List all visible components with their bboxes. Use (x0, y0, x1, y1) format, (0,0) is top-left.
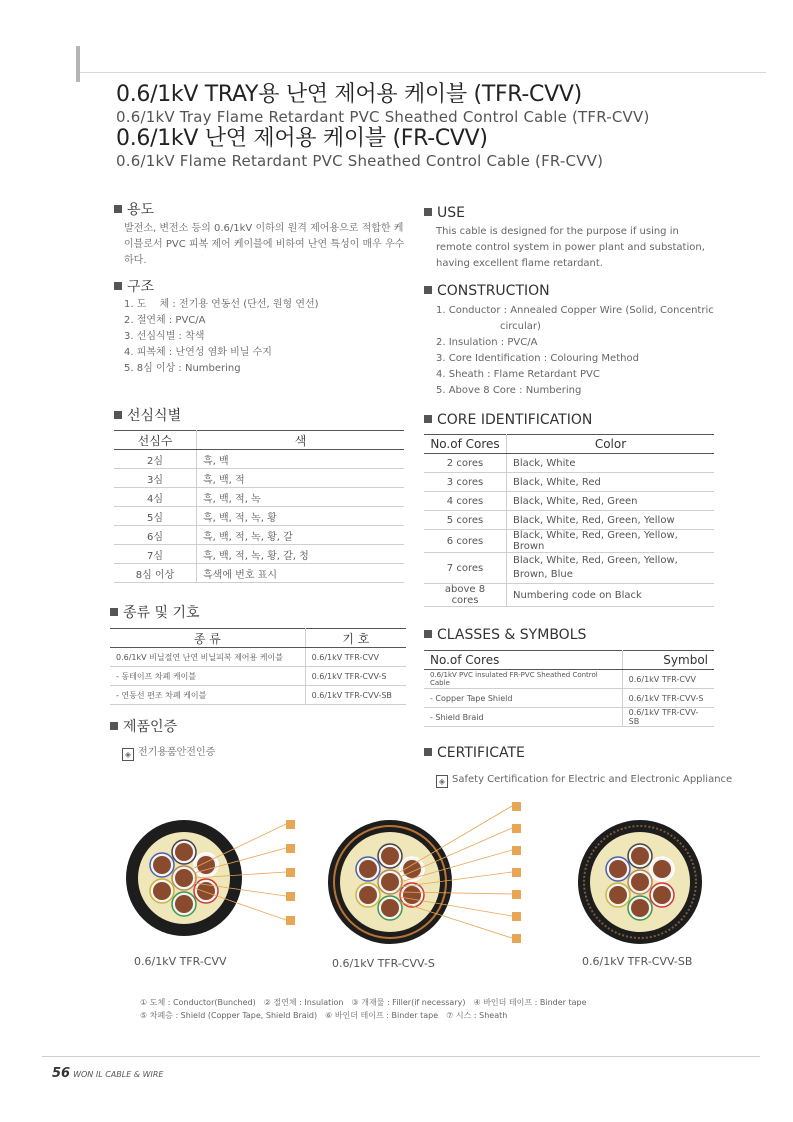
callout-marker (512, 824, 521, 833)
core-en-heading: CORE IDENTIFICATION (424, 411, 592, 429)
use-en-text: This cable is designed for the purpose if using in remote control system in power plant and substation, having excellent flame retardant. (436, 226, 705, 269)
core-conductor (653, 860, 671, 878)
table-header: 종 류 (110, 629, 305, 648)
bullet-square-icon (110, 722, 118, 730)
table-row: - 연동선 편조 차폐 케이블 0.6/1kV TFR-CVV-SB (110, 686, 406, 705)
core-conductor (381, 873, 399, 891)
table-row: - Shield Braid 0.6/1kV TFR-CVV-SB (424, 708, 714, 727)
table-row: - Copper Tape Shield 0.6/1kV TFR-CVV-S (424, 689, 714, 708)
list-item: 3. Core Identification : Colouring Method (436, 353, 639, 364)
core-conductor (359, 860, 377, 878)
callout-marker (512, 868, 521, 877)
use-ko-text: 발전소, 변전소 등의 0.6/1kV 이하의 원격 제어용으로 적합한 케이블로서 PVC 피복 제어 케이블에 비하여 난연 특성이 매우 우수하다. (124, 223, 405, 266)
cert-en-heading: CERTIFICATE (424, 744, 525, 762)
callout-marker (286, 844, 295, 853)
table-header: Symbol (622, 651, 714, 670)
callout-marker (286, 868, 295, 877)
core-en-table (424, 434, 714, 607)
list-item: 4. Sheath : Flame Retardant PVC (436, 369, 600, 380)
core-conductor (631, 873, 649, 891)
table-row: 2 cores Black, White (424, 454, 714, 473)
legend-line: ⑤ 차폐층 : Shield (Copper Tape, Shield Braid) ⑥ 바인더 테이프 : Binder tape ⑦ 시스 : Sheath (140, 1011, 508, 1020)
bullet-square-icon (114, 411, 122, 419)
callout-marker (512, 934, 521, 943)
footer (52, 1066, 163, 1081)
table-header: 기 호 (305, 629, 406, 648)
callout-marker (512, 802, 521, 811)
certification-mark-icon: ◈ (436, 775, 448, 788)
classes-ko-table (110, 628, 406, 705)
use-en-heading: USE (424, 204, 465, 222)
legend-line: ① 도체 : Conductor(Bunched) ② 절연체 : Insulation ③ 개재물 : Filler(if necessary) ④ 바인더 테이프 : Binder tape (140, 998, 587, 1007)
callout-marker (512, 890, 521, 899)
certification-mark-icon: ◈ (122, 748, 134, 761)
bullet-square-icon (424, 286, 432, 294)
table-row: above 8 cores Numbering code on Black (424, 584, 714, 607)
bullet-square-icon (114, 205, 122, 213)
callout-marker (512, 912, 521, 921)
core-conductor (631, 847, 649, 865)
top-rule (80, 72, 766, 73)
core-conductor (403, 886, 421, 904)
table-header: Color (507, 435, 715, 454)
footer-rule (42, 1056, 760, 1057)
table-row: 7 cores Black, White, Red, Green, Yellow, Brown, Blue (424, 553, 714, 584)
table-row: 3심 흑, 백, 적 (114, 469, 404, 488)
core-conductor (153, 882, 171, 900)
title-en-2: 0.6/1kV Flame Retardant PVC Sheathed Control Cable (FR-CVV) (116, 152, 604, 170)
table-row: 5심 흑, 백, 적, 녹, 황 (114, 507, 404, 526)
cable-tfr-cvv-sb-diagram (578, 820, 702, 944)
construction-ko-list (124, 297, 319, 377)
cert-en-text: ◈ Safety Certification for Electric and Electronic Appliance (436, 774, 732, 788)
core-conductor (175, 895, 193, 913)
cable-tfr-cvv-s-diagram (328, 802, 521, 944)
title-ko-1: 0.6/1kV TRAY용 난연 제어용 케이블 (TFR-CVV) (116, 82, 582, 107)
classes-en-table (424, 650, 714, 727)
table-row: 6심 흑, 백, 적, 녹, 황, 갈 (114, 526, 404, 545)
table-header: No.of Cores (424, 435, 507, 454)
cert-ko-heading: 제품인증 (110, 718, 177, 736)
bullet-square-icon (114, 282, 122, 290)
callout-marker (512, 846, 521, 855)
table-row: 3 cores Black, White, Red (424, 473, 714, 492)
core-conductor (359, 886, 377, 904)
bullet-square-icon (110, 608, 118, 616)
bullet-square-icon (424, 208, 432, 216)
title-en-1: 0.6/1kV Tray Flame Retardant PVC Sheathed Control Cable (TFR-CVV) (116, 108, 650, 126)
core-conductor (175, 869, 193, 887)
core-conductor (381, 847, 399, 865)
core-ko-table (114, 430, 404, 583)
page-accent-bar (76, 46, 80, 82)
table-row: 0.6/1kV PVC insulated FR-PVC Sheathed Control Cable 0.6/1kV TFR-CVV (424, 670, 714, 689)
brand-name: WON IL CABLE & WIRE (73, 1070, 164, 1079)
title-block (116, 82, 756, 170)
callout-marker (286, 820, 295, 829)
table-header: No.of Cores (424, 651, 622, 670)
page-number: 56 (52, 1066, 71, 1081)
list-item: 5. 8심 이상 : Numbering (124, 363, 241, 374)
core-conductor (653, 886, 671, 904)
core-conductor (175, 843, 193, 861)
cable-tfr-cvv-diagram (126, 820, 295, 936)
table-row: 0.6/1kV 비닐절연 난연 비닐피복 제어용 케이블 0.6/1kV TFR-CVV (110, 648, 406, 667)
table-header: 선심수 (114, 431, 197, 450)
list-item: 1. 도 체 : 전기용 연동선 (단선, 원형 연선) (124, 299, 319, 310)
core-conductor (153, 856, 171, 874)
table-row: 4심 흑, 백, 적, 녹 (114, 488, 404, 507)
diagram-legend (140, 996, 587, 1022)
list-item: 3. 선심식별 : 착색 (124, 331, 205, 342)
bullet-square-icon (424, 415, 432, 423)
list-item: 1. Conductor : Annealed Copper Wire (Solid, Concentric (436, 305, 714, 316)
table-header: 색 (197, 431, 405, 450)
list-item: 4. 피복체 : 난연성 염화 비닐 수지 (124, 347, 272, 358)
classes-en-heading: CLASSES & SYMBOLS (424, 626, 586, 644)
table-row: 7심 흑, 백, 적, 녹, 황, 갈, 청 (114, 545, 404, 564)
bullet-square-icon (424, 748, 432, 756)
use-ko-heading: 용도 (114, 201, 154, 219)
list-item: 5. Above 8 Core : Numbering (436, 385, 582, 396)
construction-en-list (436, 303, 714, 399)
list-item: circular) (500, 321, 541, 332)
callout-marker (286, 892, 295, 901)
construction-ko-heading: 구조 (114, 278, 154, 296)
table-row: 2심 흑, 백 (114, 450, 404, 469)
cable-label-tfr-cvv-sb: 0.6/1kV TFR-CVV-SB (582, 955, 693, 968)
core-ko-heading: 선심식별 (114, 407, 181, 425)
cert-ko-text: ◈ 전기용품안전인증 (122, 743, 215, 761)
table-row: 8심 이상 흑색에 번호 표시 (114, 564, 404, 583)
classes-ko-heading: 종류 및 기호 (110, 604, 200, 622)
list-item: 2. Insulation : PVC/A (436, 337, 538, 348)
list-item: 2. 절연체 : PVC/A (124, 315, 206, 326)
core-conductor (609, 860, 627, 878)
construction-en-heading: CONSTRUCTION (424, 282, 550, 300)
table-row: 4 cores Black, White, Red, Green (424, 492, 714, 511)
bullet-square-icon (424, 630, 432, 638)
callout-marker (286, 916, 295, 925)
cable-label-tfr-cvv: 0.6/1kV TFR-CVV (134, 955, 227, 968)
table-row: 5 cores Black, White, Red, Green, Yellow (424, 511, 714, 530)
title-ko-2: 0.6/1kV 난연 제어용 케이블 (FR-CVV) (116, 126, 488, 151)
table-row: 6 cores Black, White, Red, Green, Yellow, Brown (424, 530, 714, 553)
cable-label-tfr-cvv-s: 0.6/1kV TFR-CVV-S (332, 957, 435, 970)
core-conductor (609, 886, 627, 904)
core-conductor (381, 899, 399, 917)
table-row: - 동테이프 차폐 케이블 0.6/1kV TFR-CVV-S (110, 667, 406, 686)
core-conductor (631, 899, 649, 917)
